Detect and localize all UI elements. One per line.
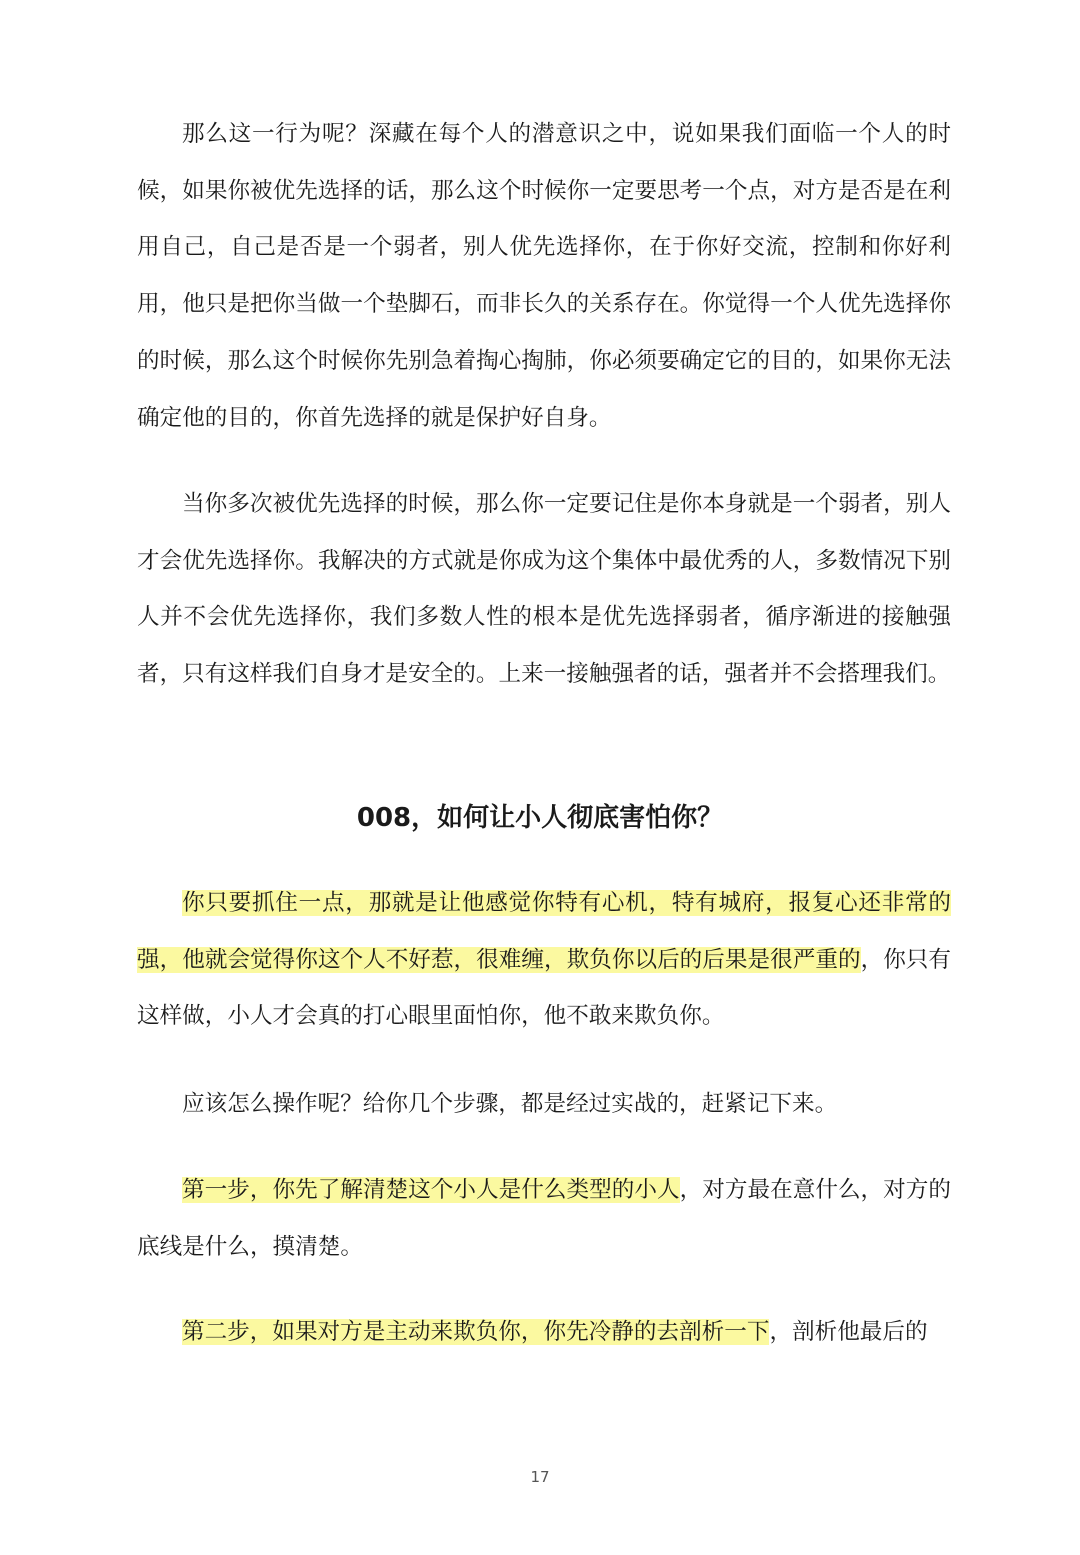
section-heading: 008，如何让小人彻底害怕你？ <box>356 803 724 833</box>
paragraph-3-highlight: 你只要抓住一点，那就是让他感觉你特有心机，特有城府，报复心还非常的强，他就会觉得你这个人不好惹，很难缠，欺负你以后的后果是很严重的 <box>137 890 951 973</box>
paragraph-5 <box>137 1162 951 1275</box>
paragraph-6-highlight: 第二步，如果对方是主动来欺负你，你先冷静的去剖析一下 <box>182 1319 770 1345</box>
paragraph-3-rest: ，你只有这样做，小人才会真的打心眼里面怕你，他不敢来欺负你。 <box>137 946 952 1030</box>
paragraph-5-rest: ，对方最在意什么，对方的底线是什么，摸清楚。 <box>137 1177 952 1260</box>
paragraph-2-text: 当你多次被优先选择的时候，那么你一定要记住是你本身就是一个弱者，别人才会优先选择你。我解决的方式就是你成为这个集体中最优秀的人，多数情况下别人并不会优先选择你，我们多数人性的根本是优先选择弱者，循序渐进的接触强者，只有这样我们自身才是安全的。上来一接触强者的话，强者并不会搭理我们。 <box>137 491 951 688</box>
page-number: 17 <box>530 1468 550 1486</box>
paragraph-3 <box>137 875 951 1045</box>
paragraph-4 <box>137 1076 951 1133</box>
paragraph-6 <box>137 1304 951 1361</box>
paragraph-5-highlight: 第一步，你先了解清楚这个小人是什么类型的小人 <box>182 1177 680 1203</box>
paragraph-6-rest: ，剖析他最后的 <box>769 1319 928 1345</box>
paragraph-1-text: 那么这一行为呢？深藏在每个人的潜意识之中，说如果我们面临一个人的时候，如果你被优先选择的话，那么这个时候你一定要思考一个点，对方是否是在利用自己，自己是否是一个弱者，别人优先选择你，在于你好交流，控制和你好利用，他只是把你当做一个垫脚石，而非长久的关系存在。你觉得一个人优先选择你的时候，那么这个时候你先别急着掏心掏肺，你必须要确定它的目的，如果你无法确定他的目的，你首先选择的就是保护好自身。 <box>137 121 951 431</box>
paragraph-2 <box>137 476 951 703</box>
paragraph-4-text: 应该怎么操作呢？给你几个步骤，都是经过实战的，赶紧记下来。 <box>182 1091 838 1117</box>
paragraph-1 <box>137 106 951 446</box>
